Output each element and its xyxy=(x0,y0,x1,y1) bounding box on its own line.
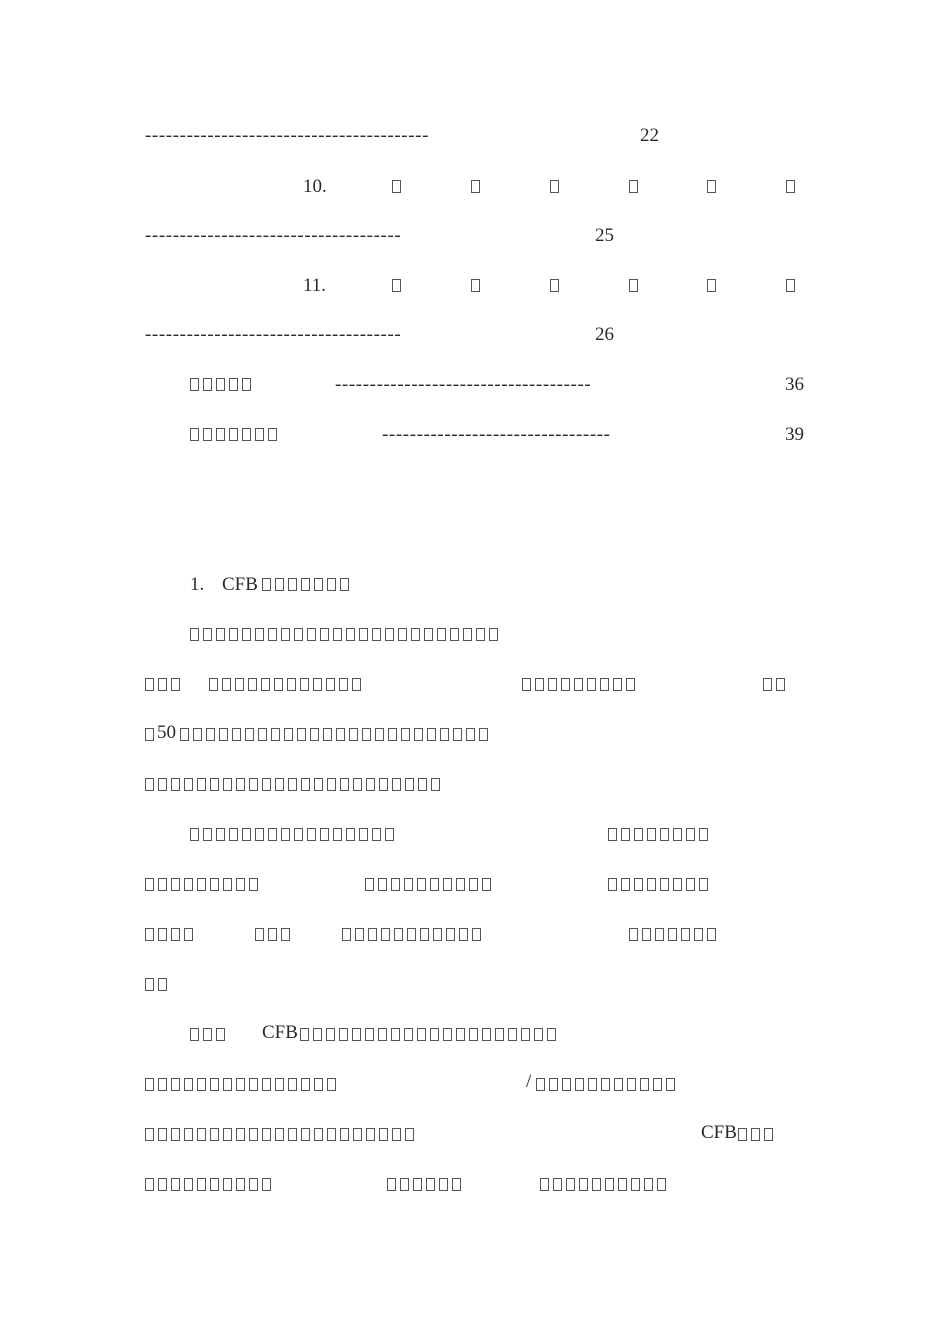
cjk-glyph xyxy=(694,928,703,941)
cjk-glyph xyxy=(668,928,677,941)
cjk-glyph xyxy=(158,678,167,691)
cjk-glyph xyxy=(398,628,407,641)
cjk-glyph xyxy=(618,1178,627,1191)
cjk-glyph xyxy=(275,1128,284,1141)
cjk-glyph xyxy=(751,1128,760,1141)
cjk-glyph xyxy=(686,828,695,841)
cjk-glyph xyxy=(275,778,284,791)
cjk-glyph xyxy=(394,928,403,941)
cjk-glyph xyxy=(216,628,225,641)
cjk-glyph xyxy=(222,678,231,691)
cjk-glyph xyxy=(372,828,381,841)
cjk-glyph xyxy=(242,828,251,841)
cjk-glyph xyxy=(229,828,238,841)
cjk-glyph xyxy=(660,828,669,841)
cjk-glyph xyxy=(262,1128,271,1141)
cjk-glyph xyxy=(180,728,189,741)
cjk-glyph xyxy=(476,628,485,641)
cjk-glyph xyxy=(368,928,377,941)
cjk-glyph xyxy=(145,878,154,891)
cjk-glyph xyxy=(193,728,202,741)
cjk-glyph xyxy=(145,978,154,991)
cjk-glyph xyxy=(592,1178,601,1191)
cjk-glyph xyxy=(223,1178,232,1191)
cjk-glyph xyxy=(268,928,277,941)
cjk-glyph xyxy=(621,878,630,891)
cjk-glyph xyxy=(440,728,449,741)
cjk-glyph xyxy=(223,778,232,791)
cjk-glyph xyxy=(323,728,332,741)
cjk-glyph xyxy=(372,628,381,641)
cjk-glyph xyxy=(522,678,531,691)
cjk-glyph xyxy=(588,1078,597,1091)
cjk-glyph xyxy=(433,928,442,941)
cjk-glyph xyxy=(365,1028,374,1041)
cjk-glyph xyxy=(236,1128,245,1141)
cjk-glyph xyxy=(281,628,290,641)
cjk-glyph xyxy=(407,928,416,941)
cjk-glyph xyxy=(145,1178,154,1191)
cjk-glyph xyxy=(575,1078,584,1091)
cjk-glyph xyxy=(268,628,277,641)
cjk-glyph xyxy=(184,778,193,791)
toc-page-number: 22 xyxy=(640,125,659,146)
cjk-glyph xyxy=(336,728,345,741)
inline-cfb: CFB xyxy=(262,1022,298,1043)
cjk-glyph xyxy=(232,728,241,741)
cjk-glyph xyxy=(392,1128,401,1141)
cjk-glyph xyxy=(171,678,180,691)
cjk-glyph xyxy=(647,878,656,891)
cjk-glyph xyxy=(261,678,270,691)
cjk-glyph xyxy=(640,1078,649,1091)
toc-leader-dashes: ----------------------------------------- xyxy=(145,125,430,146)
cjk-glyph xyxy=(158,928,167,941)
cjk-glyph xyxy=(431,778,440,791)
cjk-glyph xyxy=(314,1128,323,1141)
cjk-glyph xyxy=(255,828,264,841)
cjk-glyph xyxy=(242,628,251,641)
cjk-glyph xyxy=(430,1028,439,1041)
cjk-glyph xyxy=(388,728,397,741)
toc-leader-dashes: ------------------------------------- xyxy=(145,225,402,246)
cjk-glyph xyxy=(301,1078,310,1091)
cjk-glyph xyxy=(469,1028,478,1041)
cjk-glyph xyxy=(327,1078,336,1091)
cjk-glyph xyxy=(365,878,374,891)
cjk-glyph xyxy=(249,778,258,791)
cjk-glyph xyxy=(653,1078,662,1091)
cjk-glyph xyxy=(171,878,180,891)
cjk-glyph xyxy=(359,628,368,641)
cjk-glyph xyxy=(660,878,669,891)
cjk-glyph xyxy=(288,1128,297,1141)
cjk-glyph xyxy=(171,1128,180,1141)
cjk-glyph xyxy=(352,1028,361,1041)
cjk-glyph xyxy=(608,828,617,841)
cjk-glyph xyxy=(508,1028,517,1041)
cjk-glyph xyxy=(666,1078,675,1091)
cjk-glyph xyxy=(621,828,630,841)
inline-number: 50 xyxy=(157,722,176,743)
cjk-glyph xyxy=(333,628,342,641)
toc-item-number: 10. xyxy=(303,176,327,197)
cjk-glyph xyxy=(417,1028,426,1041)
cjk-glyph xyxy=(158,978,167,991)
cjk-glyph xyxy=(184,928,193,941)
cjk-glyph xyxy=(294,828,303,841)
cjk-glyph xyxy=(391,878,400,891)
cjk-glyph xyxy=(236,878,245,891)
cjk-glyph xyxy=(288,778,297,791)
cjk-glyph xyxy=(352,678,361,691)
cjk-glyph xyxy=(430,878,439,891)
section-heading-cfb: CFB xyxy=(222,574,258,595)
cjk-glyph xyxy=(210,1178,219,1191)
cjk-glyph xyxy=(301,1128,310,1141)
cjk-glyph xyxy=(681,928,690,941)
cjk-glyph xyxy=(763,678,772,691)
cjk-glyph xyxy=(158,778,167,791)
cjk-glyph xyxy=(495,1028,504,1041)
cjk-glyph xyxy=(413,1178,422,1191)
cjk-glyph xyxy=(216,1028,225,1041)
cjk-glyph xyxy=(262,1178,271,1191)
cjk-glyph xyxy=(171,1078,180,1091)
cjk-glyph xyxy=(145,778,154,791)
cjk-glyph xyxy=(400,1178,409,1191)
cjk-glyph xyxy=(634,878,643,891)
cjk-glyph xyxy=(210,1078,219,1091)
cjk-glyph xyxy=(601,1078,610,1091)
cjk-glyph xyxy=(405,1128,414,1141)
toc-page-number: 25 xyxy=(595,225,614,246)
cjk-glyph xyxy=(418,778,427,791)
cjk-glyph xyxy=(366,778,375,791)
cjk-glyph xyxy=(443,878,452,891)
cjk-glyph xyxy=(608,878,617,891)
cjk-glyph xyxy=(297,728,306,741)
cjk-glyph xyxy=(197,1178,206,1191)
cjk-glyph xyxy=(366,1128,375,1141)
cjk-glyph xyxy=(197,1078,206,1091)
cjk-glyph xyxy=(249,1178,258,1191)
cjk-glyph xyxy=(375,728,384,741)
cjk-glyph xyxy=(417,878,426,891)
cjk-glyph xyxy=(197,1128,206,1141)
cjk-glyph xyxy=(262,778,271,791)
cjk-glyph xyxy=(472,928,481,941)
cjk-glyph xyxy=(301,778,310,791)
cjk-glyph xyxy=(626,678,635,691)
cjk-glyph xyxy=(439,1178,448,1191)
cjk-glyph xyxy=(699,828,708,841)
cjk-glyph xyxy=(673,828,682,841)
cjk-glyph xyxy=(206,728,215,741)
cjk-glyph xyxy=(281,828,290,841)
cjk-glyph xyxy=(600,678,609,691)
cjk-glyph xyxy=(249,1128,258,1141)
cjk-glyph xyxy=(145,1078,154,1091)
cjk-glyph xyxy=(314,1078,323,1091)
cjk-glyph xyxy=(326,678,335,691)
cjk-glyph xyxy=(549,1078,558,1091)
cjk-glyph xyxy=(346,628,355,641)
cjk-glyph xyxy=(482,878,491,891)
cjk-glyph xyxy=(574,678,583,691)
cjk-glyph xyxy=(647,828,656,841)
cjk-glyph xyxy=(644,1178,653,1191)
cjk-glyph xyxy=(521,1028,530,1041)
cjk-glyph xyxy=(673,878,682,891)
cjk-glyph xyxy=(236,1178,245,1191)
cjk-glyph xyxy=(320,628,329,641)
cjk-glyph xyxy=(326,1028,335,1041)
cjk-glyph xyxy=(707,928,716,941)
cjk-glyph xyxy=(274,678,283,691)
cjk-glyph xyxy=(631,1178,640,1191)
cjk-glyph xyxy=(229,628,238,641)
cjk-glyph xyxy=(452,1178,461,1191)
cjk-glyph xyxy=(235,678,244,691)
toc-leader-dashes: --------------------------------- xyxy=(382,424,611,445)
cjk-glyph xyxy=(776,678,785,691)
cjk-glyph xyxy=(362,728,371,741)
cjk-glyph xyxy=(255,928,264,941)
cjk-glyph xyxy=(197,778,206,791)
cjk-glyph xyxy=(307,828,316,841)
cjk-glyph xyxy=(327,1128,336,1141)
cjk-glyph xyxy=(145,1128,154,1141)
cjk-glyph xyxy=(287,678,296,691)
cjk-glyph xyxy=(548,678,557,691)
cjk-glyph xyxy=(414,728,423,741)
cjk-glyph xyxy=(629,928,638,941)
cjk-glyph xyxy=(184,878,193,891)
cjk-glyph xyxy=(300,1028,309,1041)
cjk-glyph xyxy=(427,728,436,741)
cjk-glyph xyxy=(411,628,420,641)
cjk-glyph xyxy=(310,728,319,741)
toc-leader-dashes: ------------------------------------- xyxy=(145,324,402,345)
cjk-glyph xyxy=(313,1028,322,1041)
cjk-glyph xyxy=(379,778,388,791)
cjk-glyph xyxy=(466,728,475,741)
cjk-glyph xyxy=(385,828,394,841)
cjk-glyph xyxy=(275,1078,284,1091)
cjk-glyph xyxy=(379,1128,388,1141)
cjk-glyph xyxy=(258,728,267,741)
cjk-glyph xyxy=(145,928,154,941)
cjk-glyph xyxy=(145,728,154,741)
cjk-glyph xyxy=(346,828,355,841)
cjk-glyph xyxy=(355,928,364,941)
cjk-glyph xyxy=(171,1178,180,1191)
cjk-glyph xyxy=(145,678,154,691)
cjk-glyph xyxy=(456,1028,465,1041)
cjk-glyph xyxy=(657,1178,666,1191)
cjk-glyph xyxy=(255,628,264,641)
inline-slash: / xyxy=(526,1071,532,1092)
cjk-glyph xyxy=(482,1028,491,1041)
cjk-glyph xyxy=(294,628,303,641)
cjk-glyph xyxy=(605,1178,614,1191)
toc-item-number: 11. xyxy=(303,275,327,296)
cjk-glyph xyxy=(158,1128,167,1141)
cjk-glyph xyxy=(190,828,199,841)
cjk-glyph xyxy=(190,1028,199,1041)
cjk-glyph xyxy=(320,828,329,841)
cjk-glyph xyxy=(190,628,199,641)
toc-page-number: 39 xyxy=(785,424,804,445)
cjk-glyph xyxy=(158,1178,167,1191)
cjk-glyph xyxy=(540,1178,549,1191)
cjk-glyph xyxy=(642,928,651,941)
cjk-glyph xyxy=(385,628,394,641)
cjk-glyph xyxy=(405,778,414,791)
cjk-glyph xyxy=(248,678,257,691)
cjk-glyph xyxy=(340,1128,349,1141)
cjk-glyph xyxy=(450,628,459,641)
cjk-glyph xyxy=(184,1078,193,1091)
cjk-glyph xyxy=(764,1128,773,1141)
cjk-glyph xyxy=(281,928,290,941)
cjk-glyph xyxy=(627,1078,636,1091)
cjk-glyph xyxy=(655,928,664,941)
cjk-glyph xyxy=(381,928,390,941)
cjk-glyph xyxy=(236,778,245,791)
cjk-glyph xyxy=(197,878,206,891)
cjk-glyph xyxy=(738,1128,747,1141)
cjk-glyph xyxy=(313,678,322,691)
cjk-glyph xyxy=(158,878,167,891)
cjk-glyph xyxy=(479,728,488,741)
cjk-glyph xyxy=(699,878,708,891)
cjk-glyph xyxy=(463,628,472,641)
cjk-glyph xyxy=(184,1178,193,1191)
cjk-glyph xyxy=(314,778,323,791)
cjk-glyph xyxy=(469,878,478,891)
cjk-glyph xyxy=(349,728,358,741)
toc-page-number: 26 xyxy=(595,324,614,345)
toc-page-number: 36 xyxy=(785,374,804,395)
cjk-glyph xyxy=(271,728,280,741)
toc-leader-dashes: ------------------------------------- xyxy=(335,374,592,395)
cjk-glyph xyxy=(579,1178,588,1191)
cjk-glyph xyxy=(614,1078,623,1091)
cjk-glyph xyxy=(534,1028,543,1041)
cjk-glyph xyxy=(459,928,468,941)
cjk-glyph xyxy=(223,1128,232,1141)
cjk-glyph xyxy=(392,778,401,791)
cjk-glyph xyxy=(262,1078,271,1091)
cjk-glyph xyxy=(203,1028,212,1041)
cjk-glyph xyxy=(401,728,410,741)
cjk-glyph xyxy=(223,1078,232,1091)
cjk-glyph xyxy=(158,1078,167,1091)
cjk-glyph xyxy=(268,828,277,841)
cjk-glyph xyxy=(387,1178,396,1191)
cjk-glyph xyxy=(223,878,232,891)
cjk-glyph xyxy=(426,1178,435,1191)
cjk-glyph xyxy=(489,628,498,641)
cjk-glyph xyxy=(378,1028,387,1041)
cjk-glyph xyxy=(359,828,368,841)
cjk-glyph xyxy=(613,678,622,691)
cjk-glyph xyxy=(249,1078,258,1091)
cjk-glyph xyxy=(420,928,429,941)
cjk-glyph xyxy=(391,1028,400,1041)
cjk-glyph xyxy=(378,878,387,891)
cjk-glyph xyxy=(446,928,455,941)
cjk-glyph xyxy=(547,1028,556,1041)
cjk-glyph xyxy=(307,628,316,641)
cjk-glyph xyxy=(404,1028,413,1041)
cjk-glyph xyxy=(353,778,362,791)
cjk-glyph xyxy=(288,1078,297,1091)
cjk-glyph xyxy=(284,728,293,741)
cjk-glyph xyxy=(353,1128,362,1141)
cjk-glyph xyxy=(634,828,643,841)
section-heading-number: 1. xyxy=(190,574,205,595)
cjk-glyph xyxy=(587,678,596,691)
cjk-glyph xyxy=(536,1078,545,1091)
cjk-glyph xyxy=(456,878,465,891)
cjk-glyph xyxy=(561,678,570,691)
cjk-glyph xyxy=(553,1178,562,1191)
cjk-glyph xyxy=(210,778,219,791)
cjk-glyph xyxy=(203,628,212,641)
cjk-glyph xyxy=(327,778,336,791)
cjk-glyph xyxy=(249,878,258,891)
cjk-glyph xyxy=(339,678,348,691)
cjk-glyph xyxy=(171,928,180,941)
cjk-glyph xyxy=(210,1128,219,1141)
cjk-glyph xyxy=(171,778,180,791)
cjk-glyph xyxy=(203,828,212,841)
cjk-glyph xyxy=(210,878,219,891)
cjk-glyph xyxy=(424,628,433,641)
inline-cfb: CFB xyxy=(701,1122,737,1143)
cjk-glyph xyxy=(209,678,218,691)
cjk-glyph xyxy=(245,728,254,741)
cjk-glyph xyxy=(340,778,349,791)
cjk-glyph xyxy=(686,878,695,891)
cjk-glyph xyxy=(300,678,309,691)
cjk-glyph xyxy=(562,1078,571,1091)
cjk-glyph xyxy=(216,828,225,841)
cjk-glyph xyxy=(535,678,544,691)
cjk-glyph xyxy=(566,1178,575,1191)
cjk-glyph xyxy=(404,878,413,891)
cjk-glyph xyxy=(437,628,446,641)
cjk-glyph xyxy=(219,728,228,741)
cjk-glyph xyxy=(443,1028,452,1041)
cjk-glyph xyxy=(236,1078,245,1091)
cjk-glyph xyxy=(342,928,351,941)
cjk-glyph xyxy=(333,828,342,841)
cjk-glyph xyxy=(339,1028,348,1041)
cjk-glyph xyxy=(453,728,462,741)
cjk-glyph xyxy=(184,1128,193,1141)
